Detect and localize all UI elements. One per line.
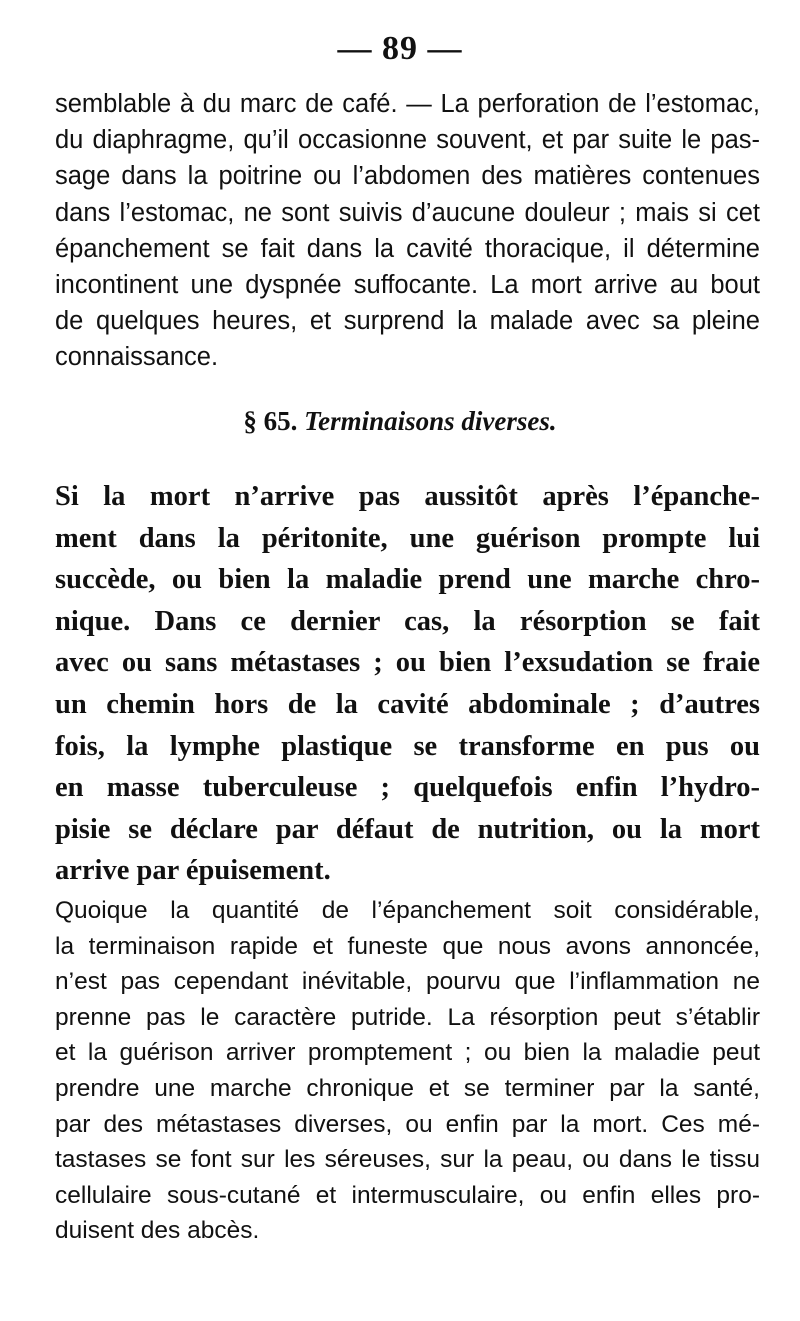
paragraph-final xyxy=(55,893,760,1249)
text-line: la terminaison rapide et funeste que nous avons annoncée, xyxy=(55,932,760,960)
text-line: tastases se font sur les séreuses, sur la peau, ou dans le tissu xyxy=(55,1146,760,1174)
text-line: n’est pas cependant inévitable, pourvu que l’inflammation ne xyxy=(55,968,760,996)
text-line: sage dans la poitrine ou l’abdomen des matières contenues xyxy=(55,162,760,191)
text-line: nique. Dans ce dernier cas, la résorption se fait xyxy=(55,605,760,637)
text-line: dans l’estomac, ne sont suivis d’aucune douleur ; mais si cet xyxy=(55,198,760,227)
text-line: de quelques heures, et surprend la malade avec sa pleine xyxy=(55,307,760,336)
section-heading xyxy=(0,406,800,437)
text-line: Si la mort n’arrive pas aussitôt après l’épanche- xyxy=(55,481,760,512)
text-line: fois, la lymphe plastique se transforme en pus ou xyxy=(55,730,760,762)
text-line: succède, ou bien la maladie prend une marche chro- xyxy=(55,564,760,596)
text-line: Quoique la quantité de l’épanchement soit considérable, xyxy=(55,897,760,924)
text-line: duisent des abcès. xyxy=(55,1217,260,1245)
text-line: semblable à du marc de café. — La perforation de l’estomac, xyxy=(55,90,760,118)
paragraph-continuation xyxy=(55,86,760,376)
text-line: du diaphragme, qu’il occasionne souvent, et par suite le pas- xyxy=(55,126,760,155)
text-line: incontinent une dyspnée suffocante. La mort arrive au bout xyxy=(55,271,760,300)
text-line: connaissance. xyxy=(55,343,219,372)
text-line: arrive par épuisement. xyxy=(55,855,331,887)
paragraph-main xyxy=(55,476,760,892)
text-line: prenne pas le caractère putride. La résorption peut s’établir xyxy=(55,1003,760,1031)
text-line: pisie se déclare par défaut de nutrition, ou la mort xyxy=(55,813,760,845)
text-line: par des métastases diverses, ou enfin par la mort. Ces mé- xyxy=(55,1110,760,1138)
text-line: et la guérison arriver promptement ; ou bien la maladie peut xyxy=(55,1039,760,1067)
text-line: un chemin hors de la cavité abdominale ; d’autres xyxy=(55,688,760,720)
text-line: en masse tuberculeuse ; quelquefois enfin l’hydro- xyxy=(55,772,760,804)
text-line: ment dans la péritonite, une guérison prompte lui xyxy=(55,522,760,554)
text-line: cellulaire sous-cutané et intermusculaire, ou enfin elles pro- xyxy=(55,1181,760,1209)
text-line: avec ou sans métastases ; ou bien l’exsudation se fraie xyxy=(55,647,760,679)
page-number: — 89 — xyxy=(337,30,463,67)
text-line: épanchement se fait dans la cavité thoracique, il détermine xyxy=(55,234,760,263)
section-number: § 65. xyxy=(243,406,298,436)
text-line: prendre une marche chronique et se terminer par la santé, xyxy=(55,1074,760,1102)
section-title: Terminaisons diverses. xyxy=(304,406,557,436)
